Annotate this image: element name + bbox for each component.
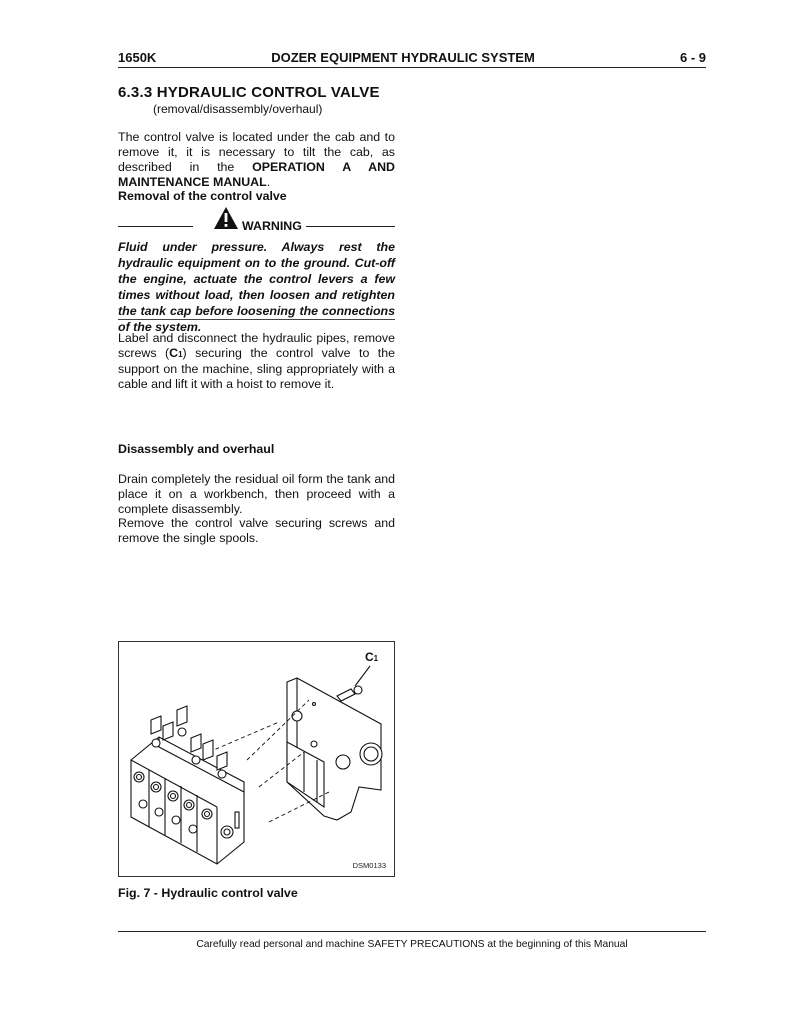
removal-ref-c1 xyxy=(169,346,182,360)
intro-manual-reference: OPERATION A AND MAINTENANCE MANUAL xyxy=(118,160,395,189)
warning-text: Fluid under pressure. Always rest the hydraulic equipment on to the ground. Cut-off the engine, actuate the control levers a few times without load, then loosen and retighten the tank cap before loosening the connections of the system. xyxy=(118,240,395,334)
warning-label: WARNING xyxy=(242,219,302,233)
figure-code: DSM0133 xyxy=(352,861,386,870)
figure-hydraulic-control-valve xyxy=(118,641,395,877)
intro-end: . xyxy=(266,175,271,189)
removal-text-b: ) securing the control valve to the support on the machine, sling appropriately with a cable and lift it with a hoist to remove it. xyxy=(118,346,396,391)
removal-paragraph xyxy=(118,331,395,392)
callout-c1 xyxy=(365,650,378,664)
callout-sub: 1 xyxy=(373,654,379,663)
removal-ref-letter: C xyxy=(169,346,179,360)
figure-caption: Fig. 7 - Hydraulic control valve xyxy=(118,886,298,900)
header-page-number: 6 - 9 xyxy=(679,50,706,65)
header-rule xyxy=(118,67,706,68)
support-hole-small xyxy=(336,755,350,769)
bolt-c1 xyxy=(337,689,355,701)
disassembly-paragraph-2: Remove the control valve securing screws and remove the single spools. xyxy=(118,516,395,545)
removal-ref-sub: 1 xyxy=(178,350,183,359)
intro-text: The control valve is located under the cab and to remove it, it is necessary to tilt the cab, as described in the xyxy=(118,130,395,174)
header-title: DOZER EQUIPMENT HYDRAULIC SYSTEM xyxy=(271,50,535,65)
section-subtitle: (removal/disassembly/overhaul) xyxy=(153,102,323,116)
support-hole-large xyxy=(360,743,382,765)
footer-text: Carefully read personal and machine SAFETY PRECAUTIONS at the beginning of this Manual xyxy=(196,939,628,950)
disassembly-heading: Disassembly and overhaul xyxy=(118,442,275,456)
warning-rule-right xyxy=(306,226,395,227)
callout-letter: C xyxy=(365,650,374,664)
header-model: 1650K xyxy=(118,50,157,65)
disassembly-paragraph-1: Drain completely the residual oil form the tank and place it on a workbench, then proceed with a complete disassembly. xyxy=(118,472,395,516)
warning-rule-left xyxy=(118,226,193,227)
warning-bottom-rule xyxy=(118,319,395,320)
section-title: 6.3.3 HYDRAULIC CONTROL VALVE xyxy=(118,84,380,101)
warning-triangle-icon xyxy=(213,206,239,230)
removal-heading: Removal of the control valve xyxy=(118,189,287,203)
footer-rule xyxy=(118,931,706,932)
callout-leader xyxy=(355,666,370,686)
intro-paragraph xyxy=(118,130,395,190)
control-valve-illustration xyxy=(119,642,394,876)
removal-text-a: Label and disconnect the hydraulic pipes, remove screws ( xyxy=(118,331,395,360)
